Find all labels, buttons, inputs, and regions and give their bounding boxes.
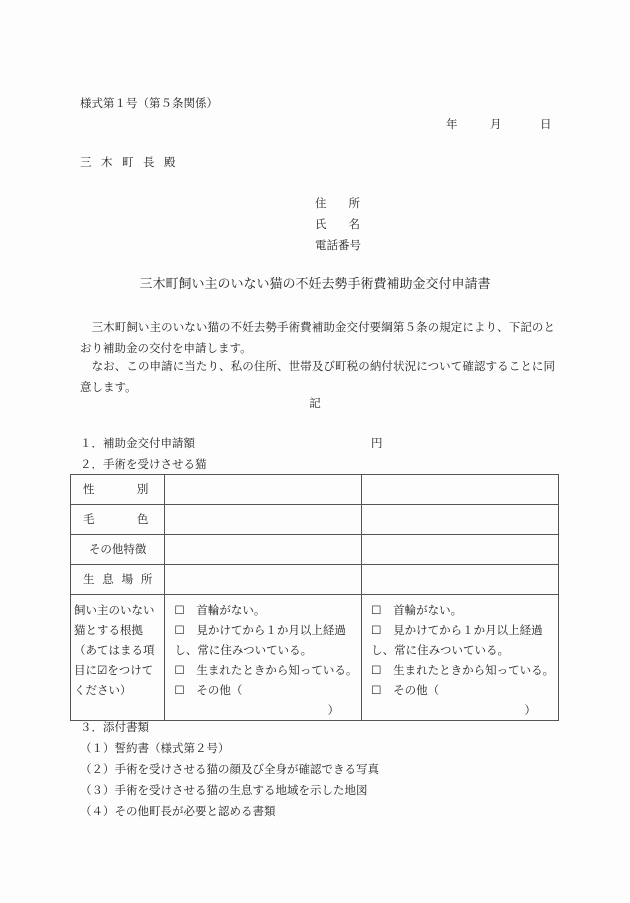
reason-label-cell: 飼い主のいない 猫とする根拠 （あてはまる項 目に☑をつけて ください） <box>71 595 165 721</box>
label-cell: 生 息 場 所 <box>71 565 165 595</box>
cat1-reason-options <box>165 595 362 721</box>
checkbox-icon[interactable]: ☐ <box>371 663 382 677</box>
checkbox-icon[interactable]: ☐ <box>174 683 185 697</box>
item-2-label: ２．手術を受けさせる猫 <box>80 457 207 471</box>
other-close-paren: ） <box>327 703 340 717</box>
item-1-amount-label: １．補助金交付申請額 <box>80 436 195 450</box>
checkbox-icon[interactable]: ☐ <box>371 623 382 637</box>
table-row-habitat <box>71 565 559 595</box>
cat2-habitat-field[interactable] <box>362 565 559 595</box>
table-row-features <box>71 535 559 565</box>
option-seen-over-month[interactable]: ☐ 見かけてから１か月以上経過 <box>174 620 361 640</box>
checkbox-icon[interactable]: ☐ <box>371 603 382 617</box>
applicant-address-label: 住所 <box>315 196 360 210</box>
cat2-sex-field[interactable] <box>362 475 559 505</box>
applicant-phone-label: 電話番号 <box>315 238 361 252</box>
checkbox-icon[interactable]: ☐ <box>371 683 382 697</box>
cat1-features-field[interactable] <box>165 535 362 565</box>
checkbox-icon[interactable]: ☐ <box>174 603 185 617</box>
addressee: 三木町長殿 <box>80 155 185 169</box>
other-close-paren: ） <box>524 703 536 717</box>
ki-heading: 記 <box>309 396 321 410</box>
attachment-2: （２）手術を受けさせる猫の顔及び全身が確認できる写真 <box>80 762 379 776</box>
form-number: 様式第１号（第５条関係） <box>80 96 218 110</box>
cat2-color-field[interactable] <box>362 505 559 535</box>
attachment-3: （３）手術を受けさせる猫の生息する地域を示した地図 <box>80 783 368 797</box>
cat2-features-field[interactable] <box>362 535 559 565</box>
cat1-color-field[interactable] <box>165 505 362 535</box>
cat1-sex-field[interactable] <box>165 475 362 505</box>
cat2-reason-options <box>362 595 559 721</box>
cat-info-table <box>70 474 559 721</box>
option-other[interactable]: ☐ その他（ <box>174 680 361 700</box>
cat1-habitat-field[interactable] <box>165 565 362 595</box>
option-other[interactable]: ☐ その他（ <box>371 680 558 700</box>
option-no-collar[interactable]: ☐ 首輪がない。 <box>371 600 558 620</box>
attachment-4: （４）その他町長が必要と認める書類 <box>80 804 276 818</box>
applicant-name-label: 氏名 <box>315 217 360 231</box>
option-known-since-birth[interactable]: ☐ 生まれたときから知っている。 <box>174 660 361 680</box>
table-row-reason <box>71 595 559 721</box>
option-seen-over-month-cont: し、常に住みついている。 <box>371 643 509 657</box>
label-cell: その他特徴 <box>71 535 165 565</box>
checkbox-icon[interactable]: ☐ <box>174 663 185 677</box>
checkbox-icon[interactable]: ☐ <box>174 623 185 637</box>
attachment-1: （１）誓約書（様式第２号） <box>80 741 230 755</box>
option-known-since-birth[interactable]: ☐ 生まれたときから知っている。 <box>371 660 558 680</box>
document-title: 三木町飼い主のいない猫の不妊去勢手術費補助金交付申請書 <box>139 277 491 292</box>
option-no-collar[interactable]: ☐ 首輪がない。 <box>174 600 361 620</box>
date-year-label: 年 <box>446 117 458 131</box>
table-row-color <box>71 505 559 535</box>
paragraph-application: 三木町飼い主のいない猫の不妊去勢手術費補助金交付要綱第５条の規定により、下記のとおり補助金の交付を申請します。 <box>80 320 555 355</box>
item-3-label: ３．添付書類 <box>80 720 149 734</box>
option-seen-over-month[interactable]: ☐ 見かけてから１か月以上経過 <box>371 620 558 640</box>
label-cell: 毛 色 <box>71 505 165 535</box>
paragraph-consent: なお、この申請に当たり、私の住所、世帯及び町税の納付状況について確認することに同意します。 <box>80 359 555 394</box>
yen-unit: 円 <box>371 436 383 450</box>
date-day-label: 日 <box>540 117 552 131</box>
date-month-label: 月 <box>490 117 502 131</box>
label-cell: 性 別 <box>71 475 165 505</box>
table-row-sex <box>71 475 559 505</box>
option-seen-over-month-cont: し、常に住みついている。 <box>174 643 313 657</box>
